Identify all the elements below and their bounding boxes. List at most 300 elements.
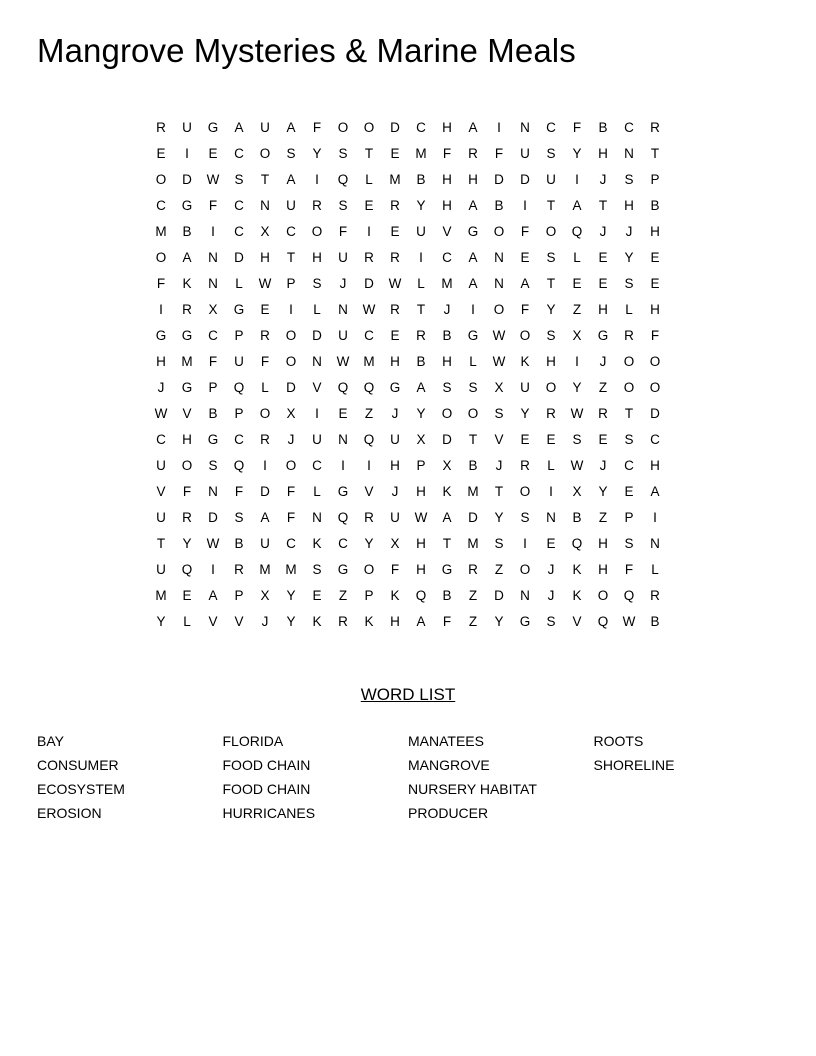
page-title: Mangrove Mysteries & Marine Meals xyxy=(37,32,576,69)
grid-letter: Q xyxy=(597,614,609,630)
grid-letter: H xyxy=(390,614,400,630)
grid-letter: O xyxy=(259,406,271,422)
grid-letter: H xyxy=(312,250,322,266)
grid-letter: B xyxy=(598,120,608,136)
grid-letter: I xyxy=(523,198,527,214)
grid-letter: F xyxy=(650,328,660,344)
grid-letter: A xyxy=(650,484,660,500)
grid-letter: R xyxy=(390,302,400,318)
grid-letter: I xyxy=(211,562,215,578)
grid-letter: Y xyxy=(286,588,296,604)
grid-letter: H xyxy=(442,172,452,188)
grid-letter: Z xyxy=(468,614,478,630)
word-list-item: CONSUMER xyxy=(37,757,119,773)
grid-letter: J xyxy=(625,224,633,240)
grid-letter: W xyxy=(492,328,506,344)
grid-letter: Y xyxy=(598,484,608,500)
grid-letter: J xyxy=(261,614,269,630)
grid-letter: U xyxy=(390,432,400,448)
grid-letter: O xyxy=(181,458,193,474)
grid-letter: R xyxy=(416,328,426,344)
grid-letter: E xyxy=(208,146,218,162)
grid-letter: J xyxy=(599,172,607,188)
grid-letter: I xyxy=(419,250,423,266)
grid-letter: S xyxy=(286,146,296,162)
grid-letter: Q xyxy=(363,380,375,396)
grid-letter: N xyxy=(260,198,270,214)
grid-letter: F xyxy=(624,562,634,578)
grid-letter: U xyxy=(156,458,166,474)
grid-letter: S xyxy=(494,536,504,552)
grid-letter: R xyxy=(234,562,244,578)
grid-letter: P xyxy=(234,588,244,604)
grid-letter: F xyxy=(286,484,296,500)
grid-letter: U xyxy=(260,536,270,552)
grid-letter: G xyxy=(181,198,193,214)
grid-letter: E xyxy=(598,432,608,448)
grid-letter: Z xyxy=(598,380,608,396)
grid-letter: I xyxy=(497,120,501,136)
grid-letter: T xyxy=(650,146,660,162)
grid-letter: S xyxy=(546,250,556,266)
grid-letter: I xyxy=(315,406,319,422)
grid-letter: S xyxy=(208,458,218,474)
grid-letter: H xyxy=(416,562,426,578)
grid-letter: N xyxy=(338,302,348,318)
grid-letter: Y xyxy=(156,614,166,630)
grid-letter: I xyxy=(185,146,189,162)
grid-letter: I xyxy=(575,354,579,370)
grid-letter: R xyxy=(468,146,478,162)
grid-letter: H xyxy=(598,146,608,162)
grid-letter: R xyxy=(260,328,270,344)
grid-letter: M xyxy=(155,224,167,240)
grid-letter: O xyxy=(623,354,635,370)
grid-letter: T xyxy=(286,250,296,266)
grid-letter: M xyxy=(363,354,375,370)
grid-letter: E xyxy=(338,406,348,422)
grid-letter: X xyxy=(208,302,218,318)
grid-letter: K xyxy=(442,484,452,500)
grid-letter: S xyxy=(312,276,322,292)
grid-letter: L xyxy=(235,276,243,292)
grid-letter: I xyxy=(263,458,267,474)
grid-letter: A xyxy=(286,172,296,188)
grid-letter: R xyxy=(182,510,192,526)
grid-letter: N xyxy=(520,588,530,604)
grid-letter: X xyxy=(572,328,582,344)
grid-letter: O xyxy=(623,380,635,396)
grid-letter: T xyxy=(494,484,504,500)
grid-letter: Y xyxy=(364,536,374,552)
grid-letter: B xyxy=(468,458,478,474)
grid-letter: U xyxy=(520,380,530,396)
grid-letter: N xyxy=(624,146,634,162)
grid-letter: M xyxy=(441,276,453,292)
grid-letter: K xyxy=(182,276,192,292)
grid-letter: R xyxy=(598,406,608,422)
grid-letter: H xyxy=(598,562,608,578)
grid-letter: R xyxy=(364,510,374,526)
grid-letter: K xyxy=(520,354,530,370)
grid-letter: N xyxy=(546,510,556,526)
grid-letter: L xyxy=(469,354,477,370)
grid-letter: Y xyxy=(312,146,322,162)
grid-letter: C xyxy=(286,536,296,552)
grid-letter: O xyxy=(545,380,557,396)
grid-letter: E xyxy=(312,588,322,604)
word-list-item: FOOD CHAIN xyxy=(222,757,311,773)
grid-letter: V xyxy=(312,380,322,396)
grid-letter: T xyxy=(624,406,634,422)
grid-letter: S xyxy=(624,536,634,552)
grid-letter: B xyxy=(234,536,244,552)
grid-letter: E xyxy=(624,484,634,500)
grid-letter: N xyxy=(208,276,218,292)
grid-letter: W xyxy=(206,536,220,552)
grid-letter: Y xyxy=(520,406,530,422)
word-list-heading: WORD LIST xyxy=(360,685,456,704)
grid-letter: T xyxy=(546,276,556,292)
grid-letter: B xyxy=(416,354,426,370)
word-list-item: EROSION xyxy=(37,805,102,821)
grid-letter: Q xyxy=(571,536,583,552)
grid-letter: S xyxy=(624,172,634,188)
grid-letter: D xyxy=(286,380,296,396)
word-list-item: NURSERY HABITAT xyxy=(408,781,537,797)
grid-letter: D xyxy=(208,510,218,526)
grid-letter: A xyxy=(416,380,426,396)
grid-letter: L xyxy=(183,614,191,630)
grid-letter: N xyxy=(650,536,660,552)
grid-letter: P xyxy=(416,458,426,474)
grid-letter: G xyxy=(155,328,167,344)
grid-letter: G xyxy=(467,328,479,344)
grid-letter: G xyxy=(337,562,349,578)
grid-letter: X xyxy=(260,224,270,240)
grid-letter: E xyxy=(572,276,582,292)
grid-letter: S xyxy=(468,380,478,396)
grid-letter: F xyxy=(572,120,582,136)
grid-letter: F xyxy=(442,614,452,630)
grid-letter: C xyxy=(156,198,166,214)
grid-letter: Y xyxy=(416,198,426,214)
grid-letter: V xyxy=(572,614,582,630)
grid-letter: R xyxy=(546,406,556,422)
grid-letter: B xyxy=(442,328,452,344)
grid-letter: O xyxy=(649,354,661,370)
grid-letter: D xyxy=(650,406,660,422)
grid-letter: H xyxy=(442,198,452,214)
grid-letter: E xyxy=(650,250,660,266)
grid-letter: D xyxy=(494,172,504,188)
grid-letter: Z xyxy=(494,562,504,578)
grid-letter: S xyxy=(520,510,530,526)
grid-letter: Y xyxy=(494,510,504,526)
grid-letter: C xyxy=(338,536,348,552)
grid-letter: L xyxy=(417,276,425,292)
grid-letter: W xyxy=(206,172,220,188)
grid-letter: W xyxy=(414,510,428,526)
grid-letter: I xyxy=(341,458,345,474)
grid-letter: X xyxy=(572,484,582,500)
grid-letter: W xyxy=(154,406,168,422)
grid-letter: A xyxy=(208,588,218,604)
grid-letter: G xyxy=(207,432,219,448)
grid-letter: I xyxy=(159,302,163,318)
grid-letter: R xyxy=(624,328,634,344)
grid-letter: D xyxy=(260,484,270,500)
grid-letter: T xyxy=(416,302,426,318)
grid-letter: L xyxy=(651,562,659,578)
grid-letter: U xyxy=(234,354,244,370)
grid-letter: W xyxy=(388,276,402,292)
grid-letter: D xyxy=(520,172,530,188)
grid-letter: U xyxy=(156,562,166,578)
grid-letter: L xyxy=(625,302,633,318)
grid-letter: L xyxy=(261,380,269,396)
grid-letter: S xyxy=(546,614,556,630)
grid-letter: O xyxy=(155,172,167,188)
grid-letter: H xyxy=(182,432,192,448)
grid-letter: C xyxy=(546,120,556,136)
grid-letter: E xyxy=(546,432,556,448)
grid-letter: K xyxy=(364,614,374,630)
grid-letter: O xyxy=(519,328,531,344)
grid-letter: N xyxy=(208,250,218,266)
word-list-item: MANATEES xyxy=(408,733,484,749)
grid-letter: U xyxy=(390,510,400,526)
grid-letter: A xyxy=(468,120,478,136)
grid-letter: Q xyxy=(337,380,349,396)
grid-letter: J xyxy=(547,588,555,604)
grid-letter: R xyxy=(182,302,192,318)
grid-letter: O xyxy=(285,328,297,344)
grid-letter: C xyxy=(624,458,634,474)
grid-letter: U xyxy=(338,328,348,344)
grid-letter: S xyxy=(234,510,244,526)
grid-letter: G xyxy=(337,484,349,500)
grid-letter: J xyxy=(495,458,503,474)
grid-letter: J xyxy=(391,484,399,500)
grid-letter: H xyxy=(416,484,426,500)
grid-letter: I xyxy=(471,302,475,318)
grid-letter: D xyxy=(468,510,478,526)
grid-letter: C xyxy=(416,120,426,136)
grid-letter: Q xyxy=(181,562,193,578)
word-list-item: PRODUCER xyxy=(408,805,489,821)
grid-letter: I xyxy=(315,172,319,188)
grid-letter: N xyxy=(338,432,348,448)
grid-letter: H xyxy=(156,354,166,370)
grid-letter: M xyxy=(467,484,479,500)
grid-letter: A xyxy=(260,510,270,526)
grid-letter: Q xyxy=(363,432,375,448)
grid-letter: F xyxy=(208,354,218,370)
grid-letter: U xyxy=(260,120,270,136)
grid-letter: A xyxy=(416,614,426,630)
grid-letter: A xyxy=(442,510,452,526)
grid-letter: S xyxy=(546,328,556,344)
grid-letter: C xyxy=(650,432,660,448)
grid-letter: Y xyxy=(624,250,634,266)
grid-letter: O xyxy=(363,120,375,136)
grid-letter: X xyxy=(286,406,296,422)
grid-letter: F xyxy=(338,224,348,240)
grid-letter: H xyxy=(390,458,400,474)
grid-letter: M xyxy=(415,146,427,162)
word-list-item: ECOSYSTEM xyxy=(37,781,125,797)
grid-letter: B xyxy=(650,198,660,214)
grid-letter: H xyxy=(650,302,660,318)
grid-letter: G xyxy=(207,120,219,136)
grid-letter: F xyxy=(494,146,504,162)
grid-letter: L xyxy=(547,458,555,474)
grid-letter: G xyxy=(181,380,193,396)
grid-letter: W xyxy=(570,458,584,474)
grid-letter: H xyxy=(546,354,556,370)
grid-letter: U xyxy=(156,510,166,526)
grid-letter: H xyxy=(624,198,634,214)
grid-letter: V xyxy=(494,432,504,448)
grid-letter: D xyxy=(312,328,322,344)
grid-letter: O xyxy=(285,354,297,370)
grid-letter: A xyxy=(182,250,192,266)
grid-letter: P xyxy=(208,380,218,396)
word-list-item: SHORELINE xyxy=(593,757,675,773)
grid-letter: C xyxy=(312,458,322,474)
grid-letter: O xyxy=(545,224,557,240)
grid-letter: V xyxy=(234,614,244,630)
grid-letter: M xyxy=(285,562,297,578)
grid-letter: A xyxy=(286,120,296,136)
grid-letter: Z xyxy=(468,588,478,604)
grid-letter: M xyxy=(259,562,271,578)
grid-letter: T xyxy=(156,536,166,552)
grid-letter: I xyxy=(523,536,527,552)
grid-letter: X xyxy=(494,380,504,396)
grid-letter: L xyxy=(573,250,581,266)
grid-letter: K xyxy=(572,562,582,578)
grid-letter: Y xyxy=(572,380,582,396)
grid-letter: P xyxy=(234,406,244,422)
grid-letter: E xyxy=(598,250,608,266)
grid-letter: H xyxy=(442,354,452,370)
grid-letter: B xyxy=(208,406,218,422)
grid-letter: R xyxy=(390,198,400,214)
grid-letter: H xyxy=(260,250,270,266)
word-list xyxy=(37,729,779,825)
grid-letter: R xyxy=(520,458,530,474)
grid-letter: G xyxy=(467,224,479,240)
grid-letter: E xyxy=(364,198,374,214)
grid-letter: W xyxy=(336,354,350,370)
grid-letter: E xyxy=(182,588,192,604)
word-list-item: ROOTS xyxy=(593,733,644,749)
grid-letter: U xyxy=(182,120,192,136)
grid-letter: V xyxy=(442,224,452,240)
grid-letter: V xyxy=(182,406,192,422)
grid-letter: R xyxy=(338,614,348,630)
grid-letter: U xyxy=(416,224,426,240)
grid-letter: S xyxy=(494,406,504,422)
grid-letter: C xyxy=(156,432,166,448)
grid-letter: E xyxy=(390,328,400,344)
grid-letter: J xyxy=(547,562,555,578)
grid-letter: H xyxy=(468,172,478,188)
grid-letter: O xyxy=(597,588,609,604)
grid-letter: B xyxy=(442,588,452,604)
grid-letter: F xyxy=(390,562,400,578)
grid-letter: G xyxy=(389,380,401,396)
grid-letter: J xyxy=(599,354,607,370)
grid-letter: C xyxy=(442,250,452,266)
grid-letter: T xyxy=(468,432,478,448)
grid-letter: C xyxy=(364,328,374,344)
grid-letter: D xyxy=(364,276,374,292)
grid-letter: V xyxy=(208,614,218,630)
grid-letter: J xyxy=(287,432,295,448)
grid-letter: I xyxy=(289,302,293,318)
grid-letter: S xyxy=(234,172,244,188)
grid-letter: P xyxy=(234,328,244,344)
word-list-item: FLORIDA xyxy=(222,733,284,749)
grid-letter: Q xyxy=(337,510,349,526)
grid-letter: A xyxy=(468,250,478,266)
grid-letter: Y xyxy=(572,146,582,162)
grid-letter: G xyxy=(441,562,453,578)
grid-letter: O xyxy=(493,302,505,318)
grid-letter: T xyxy=(442,536,452,552)
grid-letter: I xyxy=(367,224,371,240)
grid-letter: S xyxy=(624,432,634,448)
grid-letter: O xyxy=(493,224,505,240)
grid-letter: O xyxy=(259,146,271,162)
grid-letter: D xyxy=(442,432,452,448)
grid-letter: Z xyxy=(598,510,608,526)
grid-letter: Y xyxy=(286,614,296,630)
grid-letter: E xyxy=(546,536,556,552)
grid-letter: W xyxy=(258,276,272,292)
grid-letter: R xyxy=(156,120,166,136)
grid-letter: D xyxy=(494,588,504,604)
grid-letter: O xyxy=(311,224,323,240)
grid-letter: U xyxy=(338,250,348,266)
grid-letter: E xyxy=(390,224,400,240)
grid-letter: F xyxy=(208,198,218,214)
grid-letter: Q xyxy=(571,224,583,240)
grid-letter: C xyxy=(624,120,634,136)
grid-letter: O xyxy=(285,458,297,474)
grid-letter: H xyxy=(598,536,608,552)
grid-letter: M xyxy=(155,588,167,604)
grid-letter: I xyxy=(211,224,215,240)
word-list-item: FOOD CHAIN xyxy=(222,781,311,797)
grid-letter: I xyxy=(367,458,371,474)
grid-letter: R xyxy=(260,432,270,448)
grid-letter: B xyxy=(416,172,426,188)
grid-letter: L xyxy=(313,484,321,500)
grid-letter: C xyxy=(234,432,244,448)
grid-letter: I xyxy=(575,172,579,188)
grid-letter: U xyxy=(546,172,556,188)
grid-letter: S xyxy=(312,562,322,578)
grid-letter: P xyxy=(650,172,660,188)
grid-letter: G xyxy=(519,614,531,630)
grid-letter: J xyxy=(391,406,399,422)
grid-letter: I xyxy=(549,484,553,500)
grid-letter: N xyxy=(494,276,504,292)
